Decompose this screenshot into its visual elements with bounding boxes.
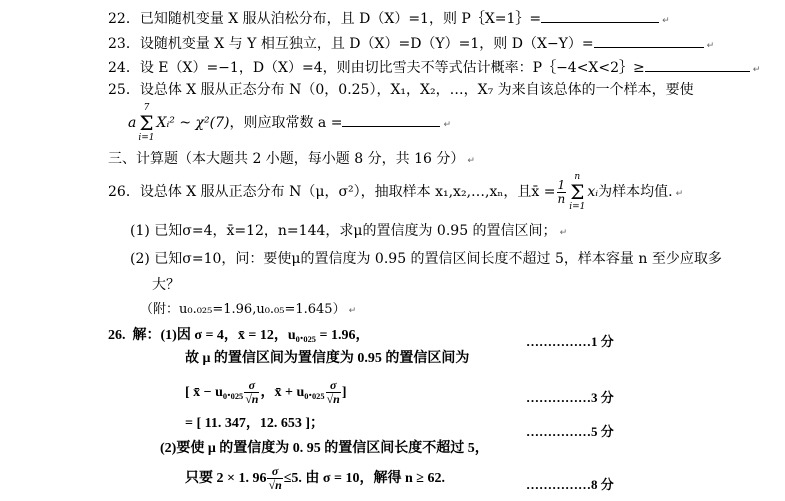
- question-26-part1: (1) 已知σ=4，x̄=12，n=144，求μ的置信度为 0.95 的置信区间； ↵: [130, 223, 568, 239]
- answer-blank-22[interactable]: [541, 8, 659, 23]
- points-8: ……………8 分: [526, 477, 614, 492]
- question-24: 24．设 E（X）=−1，D（X）=4，则由切比雪夫不等式估计概率：P｛−4<X<2｝≥ ↵: [108, 57, 760, 79]
- answer-blank-23[interactable]: [594, 33, 704, 48]
- solution-interval-formula: [ x̄ − u₀.₀₂₅ $\frac{\sigma}{√n}$ ，x̄ + u₀.₀₂₅ $\frac{\sigma}{√n}$ ]: [185, 378, 347, 407]
- solution-line-2: 故 μ 的置信区间为置信度为 0.95 的置信区间为: [185, 351, 470, 366]
- question-26-note: （附：u₀.₀₂₅=1.96,u₀.₀₅=1.645） ↵: [140, 302, 357, 317]
- solution-line-4: = [ 11. 347，12. 653 ]；: [185, 416, 325, 431]
- points-1: ……………1 分: [526, 334, 614, 349]
- solution-line-1: 26. 解：(1)因 σ = 4，x̄ = 12，u₀.₀₂₅ = 1.96，: [108, 328, 370, 343]
- summation-symbol: n Σ i=1: [569, 172, 586, 212]
- section-3-title: 三、计算题（本大题共 2 小题，每小题 8 分，共 16 分） ↵: [108, 151, 475, 167]
- points-5: ……………5 分: [526, 424, 614, 439]
- fraction-1-over-n: $\frac{1}{n}$: [557, 177, 566, 206]
- question-25: 25．设总体 X 服从正态分布 N（0，0.25），X₁，X₂，…，X₇ 为来自该总体的一个样本，要使: [108, 82, 694, 98]
- question-25-formula: a 7 Σ i=1 Xᵢ² ~ χ²(7)，则应取常数 a = ↵: [128, 103, 451, 143]
- question-23: 23．设随机变量 X 与 Y 相互独立，且 D（X）=D（Y）=1，则 D（X−Y）= ↵: [108, 33, 714, 55]
- solution-line-6: 只要 2 × 1. 96 $\frac{\sigma}{√n}$ ≤5. 由 σ = 10，解得 n ≥ 62.: [185, 464, 445, 493]
- answer-blank-25[interactable]: [342, 112, 440, 127]
- question-26-part2: (2) 已知σ=10，问：要使μ的置信度为 0.95 的置信区间长度不超过 5，样本容量 n 至少应取多: [130, 251, 722, 267]
- answer-blank-24[interactable]: [645, 57, 750, 72]
- points-3: ……………3 分: [526, 390, 614, 405]
- question-26-part2-cont: 大？: [152, 277, 180, 293]
- solution-line-5: (2)要使 μ 的置信度为 0. 95 的置信区间长度不超过 5，: [160, 441, 489, 456]
- summation-symbol: 7 Σ i=1: [138, 103, 155, 143]
- question-22: 22．已知随机变量 X 服从泊松分布，且 D（X）=1，则 P｛X=1｝= ↵: [108, 8, 670, 30]
- question-26: 26．设总体 X 服从正态分布 N（μ，σ²），抽取样本 x₁,x₂,…,xₙ，且x̄ = $\frac{1}{n}$ n Σ i=1 xᵢ为样本均值. ↵: [108, 172, 684, 212]
